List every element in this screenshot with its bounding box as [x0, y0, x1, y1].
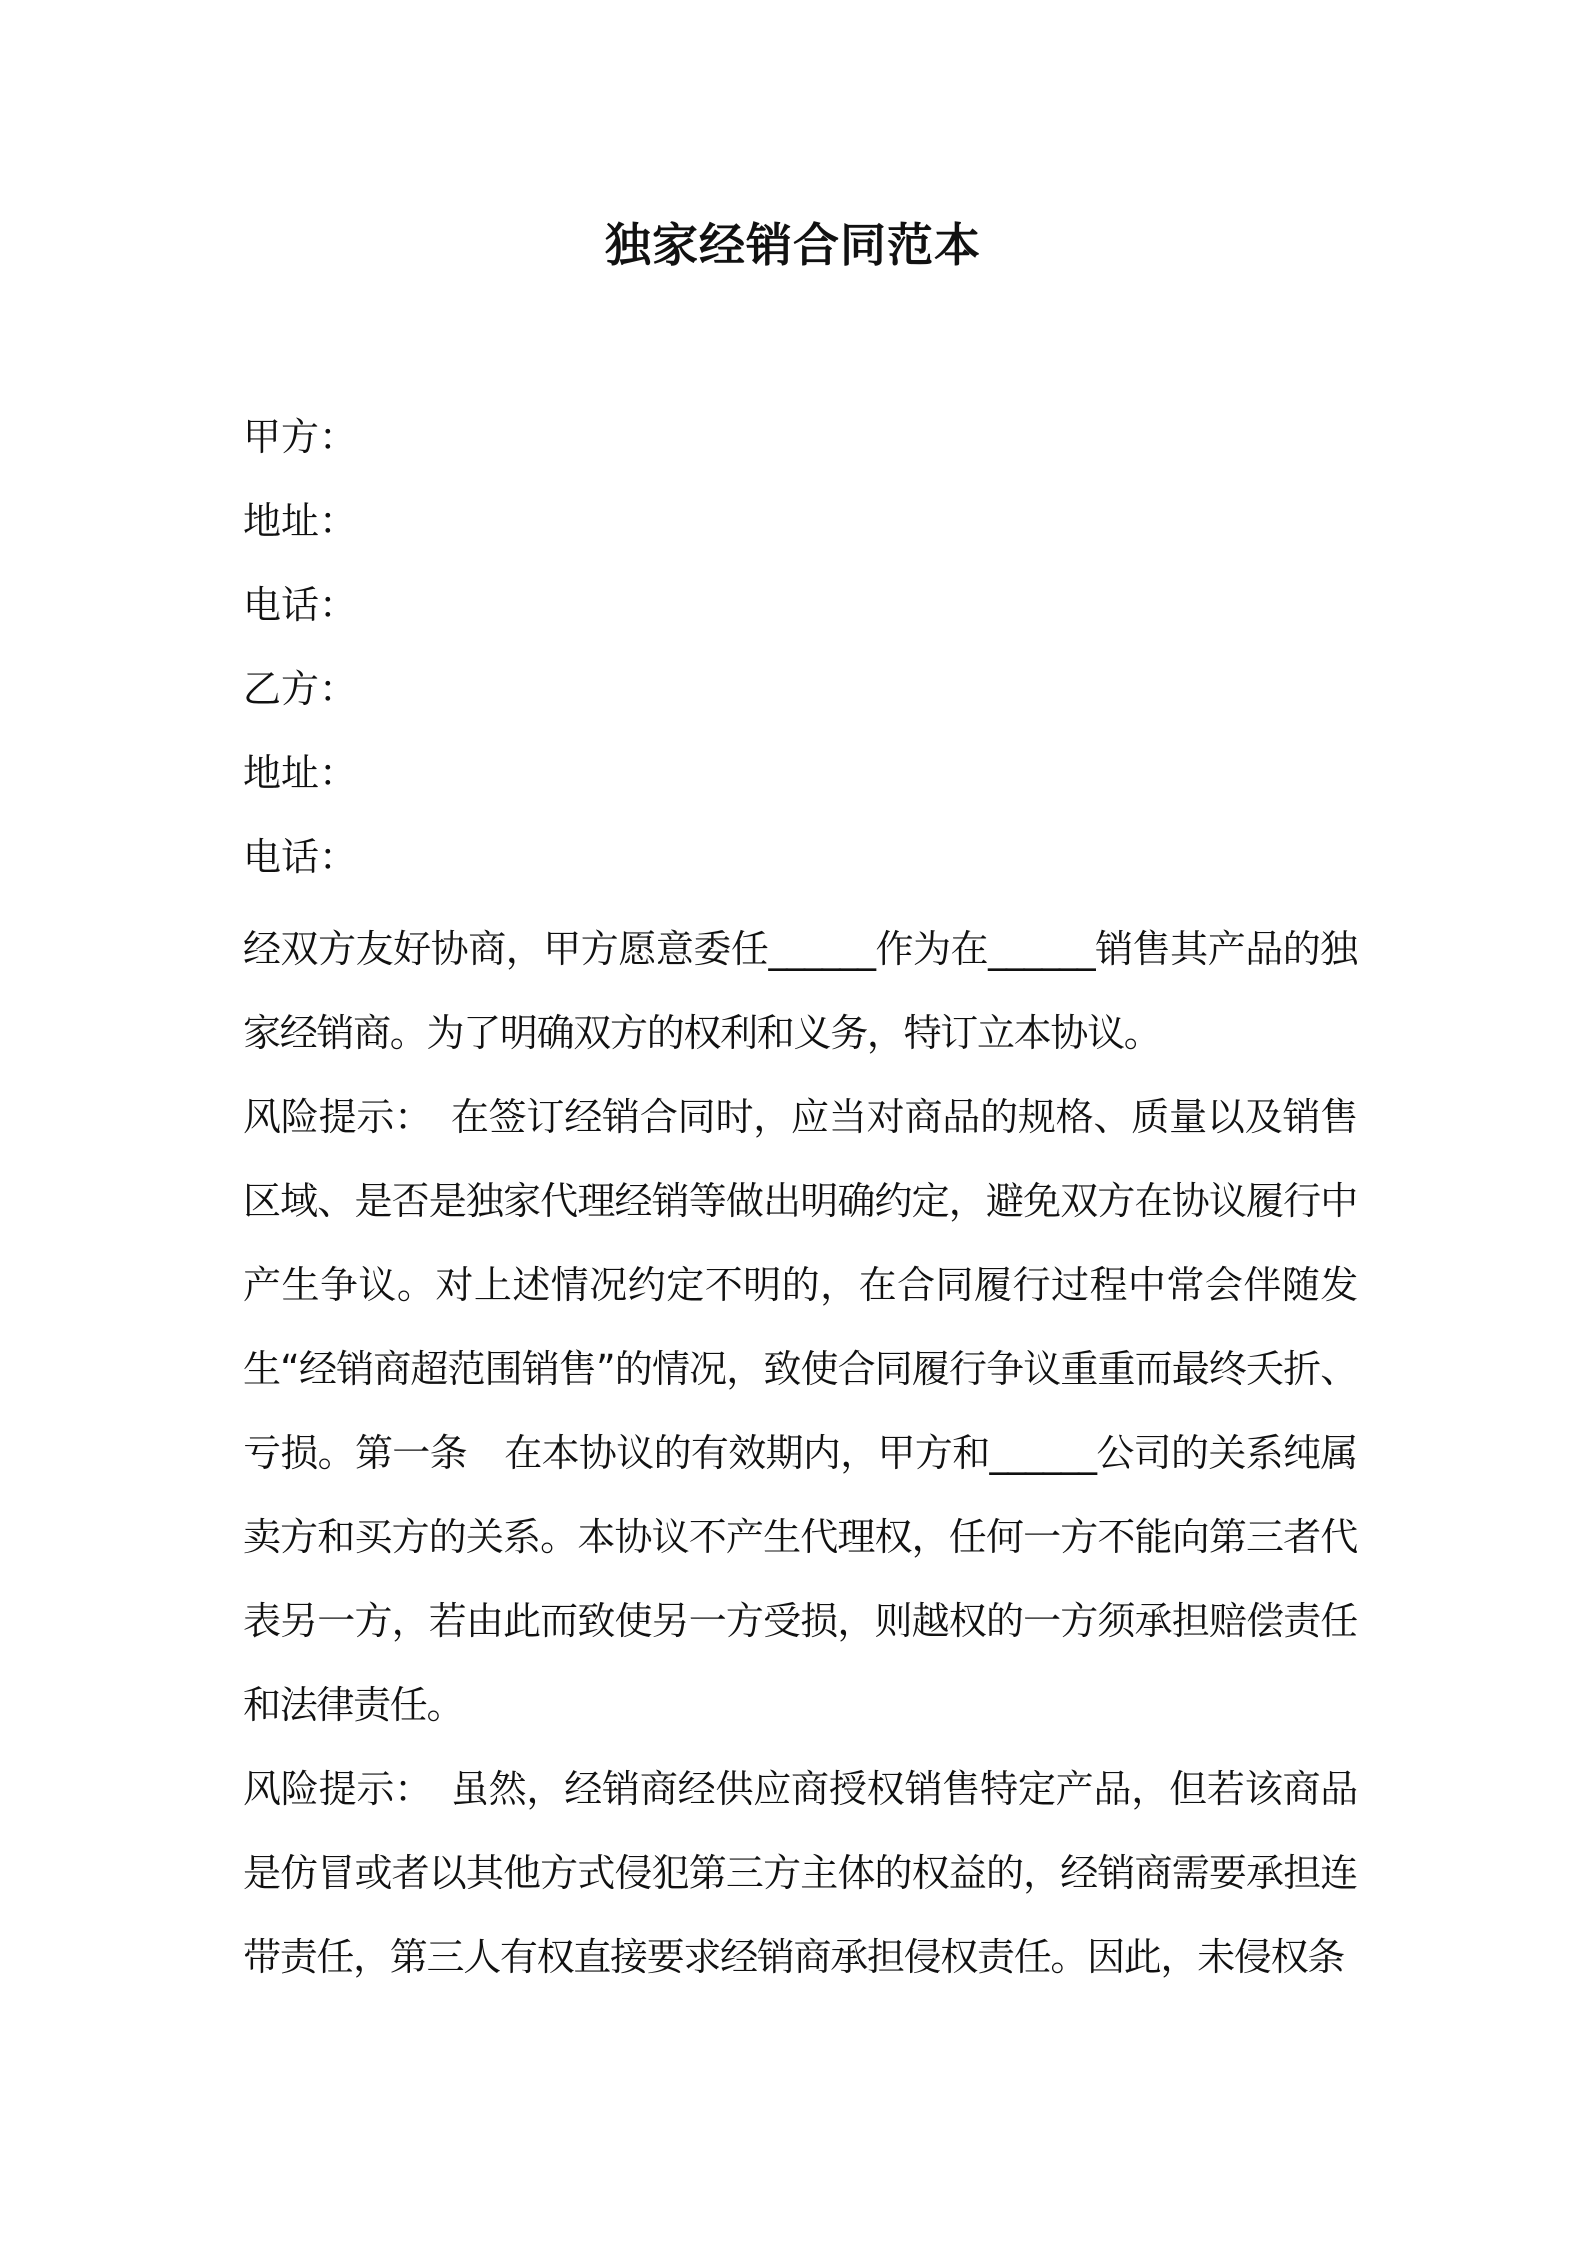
party-b-phone-field: 电话： — [243, 835, 358, 879]
risk-tip-label: 风险提示： — [243, 1095, 451, 1139]
paragraph-text: 在签订经销合同时，应当对商品的规格、质量以及销售区域、是否是独家代理经销等做出明确约定，避免双方在协议履行中产生争议。对上述情况约定不明的，在合同履行过程中常会伴随发生“经销商超范围销售”的情况，致使合同履行争议重重而最终夭折、亏损。第一条 在本协议的有效期内，甲方和______公司的关系纯属卖方和买方的关系。本协议不产生代理权，任何一方不能向第三者代表另一方，若由此而致使另一方受损，则越权的一方须承担赔偿责任和法律责任。 — [243, 1095, 1357, 1727]
party-a-phone-field: 电话： — [243, 583, 358, 627]
party-b-field: 乙方： — [243, 667, 358, 711]
risk-tip-label: 风险提示： — [243, 1767, 451, 1811]
intro-paragraph — [243, 907, 1357, 1075]
party-a-address-field: 地址： — [243, 499, 358, 543]
party-b-address-field: 地址： — [243, 751, 358, 795]
contract-body — [243, 907, 1357, 1999]
paragraph-text: 经双方友好协商，甲方愿意委任______作为在______销售其产品的独家经销商。为了明确双方的权利和义务，特订立本协议。 — [243, 927, 1357, 1055]
risk-tip-paragraph — [243, 1747, 1357, 1999]
party-fields — [243, 405, 1357, 909]
document-title: 独家经销合同范本 — [605, 218, 981, 272]
party-a-field: 甲方： — [243, 415, 358, 459]
risk-tip-paragraph — [243, 1075, 1357, 1747]
paragraph-text: 虽然，经销商经供应商授权销售特定产品，但若该商品是仿冒或者以其他方式侵犯第三方主体的权益的，经销商需要承担连带责任，第三人有权直接要求经销商承担侵权责任。因此，未侵权条 — [243, 1767, 1357, 1979]
